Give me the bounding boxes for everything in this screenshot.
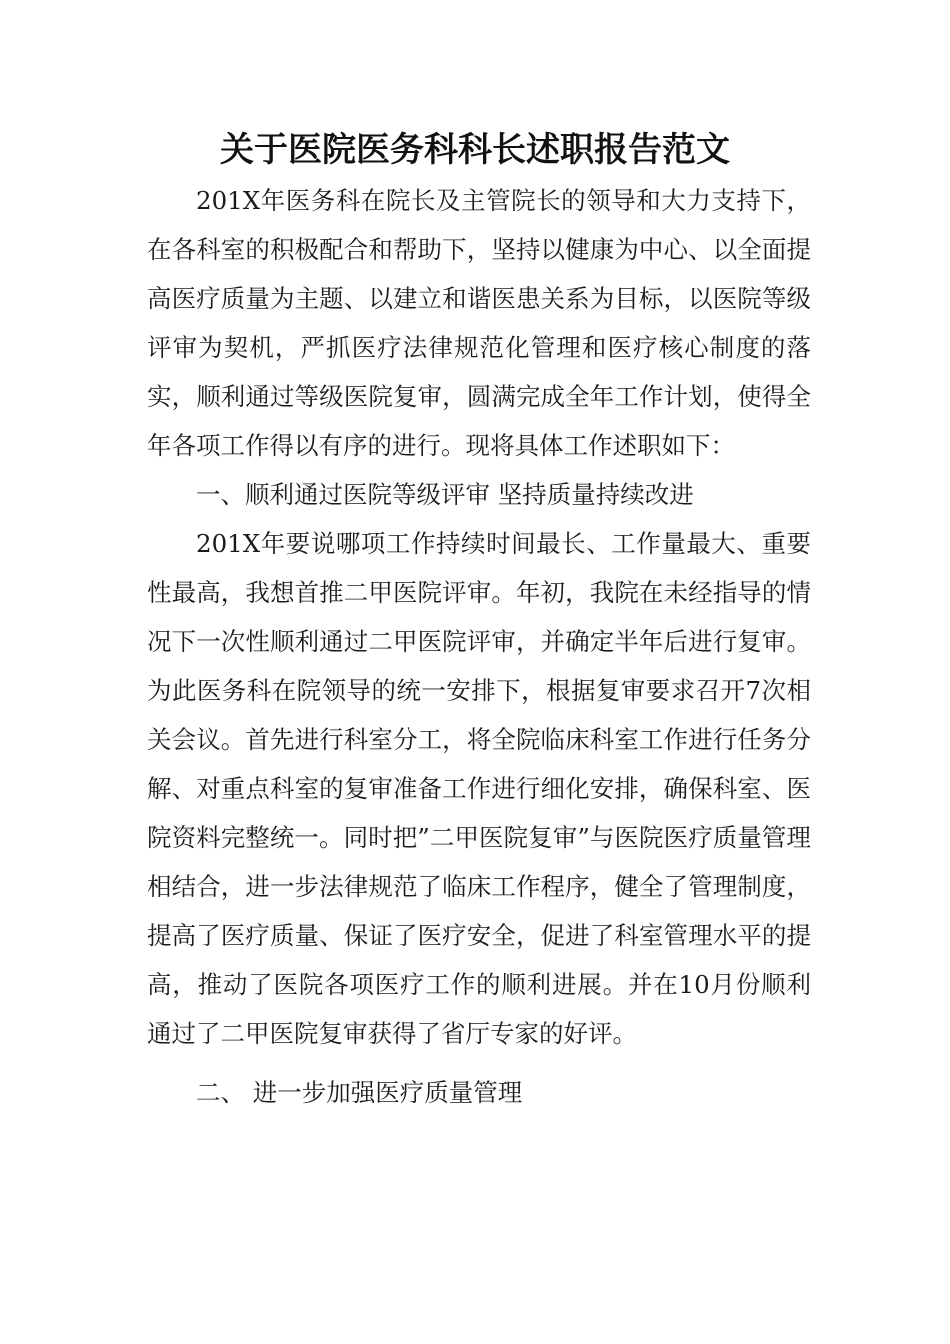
- section-heading-2: 二、 进一步加强医疗质量管理: [196, 1078, 523, 1107]
- document-body: [147, 176, 811, 1117]
- intro-paragraph: 201X年医务科在院长及主管院长的领导和大力支持下，在各科室的积极配合和帮助下，坚持以健康为中心、以全面提高医疗质量为主题、以建立和谐医患关系为目标，以医院等级评审为契机，严抓医疗法律规范化管理和医疗核心制度的落实，顺利通过等级医院复审，圆满完成全年工作计划，使得全年各项工作得以有序的进行。现将具体工作述职如下：: [147, 186, 811, 460]
- document-title: 关于医院医务科科长述职报告范文: [220, 130, 730, 170]
- section-heading-1: 一、顺利通过医院等级评审 坚持质量持续改进: [196, 480, 694, 509]
- section-1-paragraph: 201X年要说哪项工作持续时间最长、工作量最大、重要性最高，我想首推二甲医院评审。年初，我院在未经指导的情况下一次性顺利通过二甲医院评审，并确定半年后进行复审。为此医务科在院领导的统一安排下，根据复审要求召开7次相关会议。首先进行科室分工，将全院临床科室工作进行任务分解、对重点科室的复审准备工作进行细化安排，确保科室、医院资料完整统一。同时把”二甲医院复审”与医院医疗质量管理相结合，进一步法律规范了临床工作程序，健全了管理制度，提高了医疗质量、保证了医疗安全，促进了科室管理水平的提高，推动了医院各项医疗工作的顺利进展。并在10月份顺利通过了二甲医院复审获得了省厅专家的好评。: [147, 529, 811, 1048]
